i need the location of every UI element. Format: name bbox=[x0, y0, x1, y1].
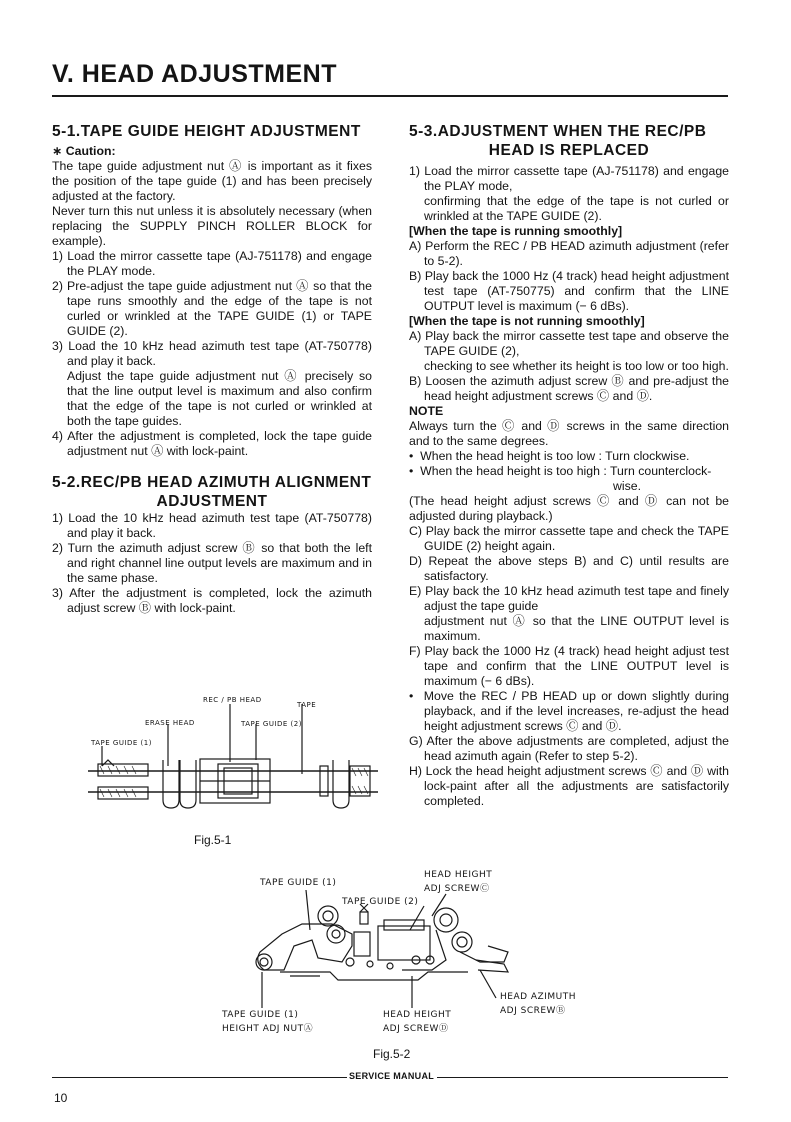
caution-text: The tape guide adjustment nut Ⓐ is important as it fixes the position of the tape guide (1) and has been precisely adjusted at the factory. bbox=[52, 159, 372, 203]
fig2-label-head-height-top-2: ADJ SCREWⒸ bbox=[424, 884, 490, 894]
fig2-label-azimuth-1: HEAD AZIMUTH bbox=[500, 992, 576, 1002]
s52-step-1: 1) Load the 10 kHz head azimuth test tape (AT-750778) and play it back. bbox=[52, 511, 372, 540]
fig-5-1-caption: Fig.5-1 bbox=[194, 833, 232, 847]
fig-5-1-diagram bbox=[88, 704, 378, 814]
page-title: V. HEAD ADJUSTMENT bbox=[52, 60, 337, 88]
not-smooth-step-f: F) Play back the 1000 Hz (4 track) head height adjust test tape and confirm that the LINE OUTPUT level is maximum (− 6 dBs). bbox=[409, 644, 729, 688]
s51-step-3: 3) Load the 10 kHz head azimuth test tape (AT-750778) and play it back. bbox=[52, 339, 372, 368]
s53-step-1: 1) Load the mirror cassette tape (AJ-751178) and engage the PLAY mode, bbox=[409, 164, 729, 193]
title-rule bbox=[52, 95, 728, 97]
smooth-step-a: A) Perform the REC / PB HEAD azimuth adjustment (refer to 5-2). bbox=[409, 239, 729, 268]
smooth-step-b: B) Play back the 1000 Hz (4 track) head height adjustment test tape (AT-750775) and confirm that the LINE OUTPUT level is maximum (− 6 dBs). bbox=[409, 269, 729, 313]
not-smooth-step-e-cont: adjustment nut Ⓐ so that the LINE OUTPUT level is maximum. bbox=[424, 614, 729, 643]
not-smooth-step-h: H) Lock the head height adjustment screws Ⓒ and Ⓓ with lock-paint after all the adjustments are satisfactorily completed. bbox=[409, 764, 729, 808]
right-column bbox=[409, 122, 729, 809]
s53-step-1-cont: confirming that the edge of the tape is not curled or wrinkled at the TAPE GUIDE (2). bbox=[424, 194, 729, 223]
s52-step-2: 2) Turn the azimuth adjust screw Ⓑ so that both the left and right channel line output levels are maximum and in the same phase. bbox=[52, 541, 372, 585]
fig2-label-tape-guide-2: TAPE GUIDE (2) bbox=[342, 897, 419, 907]
section-5-2-title: 5-2.REC/PB HEAD AZIMUTH ALIGNMENT bbox=[52, 474, 372, 491]
footer-label: SERVICE MANUAL bbox=[349, 1071, 435, 1081]
not-smooth-step-e: E) Play back the 10 kHz head azimuth test tape and finely adjust the tape guide bbox=[409, 584, 729, 613]
fig2-label-nut-2: HEIGHT ADJ NUTⒶ bbox=[222, 1024, 314, 1034]
not-smooth-step-g: G) After the above adjustments are completed, adjust the head azimuth again (Refer to step 5-2). bbox=[409, 734, 729, 763]
section-5-2-title-2: ADJUSTMENT bbox=[156, 493, 268, 510]
fig2-label-azimuth-2: ADJ SCREWⒷ bbox=[500, 1006, 566, 1016]
footer-rule-left bbox=[52, 1077, 347, 1078]
note-label: NOTE bbox=[409, 404, 444, 418]
fig1-label-tape-guide-2: TAPE GUIDE (2) bbox=[241, 720, 302, 728]
fig2-label-head-height-bot-1: HEAD HEIGHT bbox=[383, 1010, 452, 1020]
fig-5-2-caption: Fig.5-2 bbox=[373, 1047, 411, 1061]
fig1-label-tape: TAPE bbox=[297, 701, 317, 709]
s51-step-2: 2) Pre-adjust the tape guide adjustment nut Ⓐ so that the tape runs smoothly and the edge of the tape is not curled or wrinkled at the TAPE GUIDE (1) or TAPE GUIDE (2). bbox=[52, 279, 372, 338]
bullet-too-high: • When the head height is too high : Turn counterclock- bbox=[409, 464, 712, 478]
caution-label: ∗ Caution: bbox=[52, 144, 116, 158]
s51-step-4: 4) After the adjustment is completed, lock the tape guide adjustment nut Ⓐ with lock-paint. bbox=[52, 429, 372, 458]
s51-step-3-cont: Adjust the tape guide adjustment nut Ⓐ precisely so that the line output level is maximum and also confirm that the edge of the tape is not curled or wrinkled at both the tape guides. bbox=[67, 369, 372, 428]
fig1-label-tape-guide-1: TAPE GUIDE (1) bbox=[91, 739, 152, 747]
never-text: Never turn this nut unless it is absolutely necessary (when replacing the SUPPLY PINCH ROLLER BLOCK for example). bbox=[52, 204, 372, 248]
fig-5-2-diagram bbox=[250, 890, 540, 1010]
note-text: Always turn the Ⓒ and Ⓓ screws in the same direction and to the same degrees. bbox=[409, 419, 729, 448]
footer-rule-right bbox=[437, 1077, 728, 1078]
when-not-smooth-heading: [When the tape is not running smoothly] bbox=[409, 314, 645, 328]
not-smooth-step-b: B) Loosen the azimuth adjust screw Ⓑ and pre-adjust the head height adjustment screws Ⓒ and Ⓓ. bbox=[409, 374, 729, 403]
bullet-move-head: • Move the REC / PB HEAD up or down slightly during playback, and if the level increases, re-adjust the head height adjustment screws Ⓒ and Ⓓ. bbox=[409, 689, 730, 733]
page-number: 10 bbox=[54, 1091, 68, 1105]
fig2-label-tape-guide-1: TAPE GUIDE (1) bbox=[260, 878, 337, 888]
section-5-1-title: 5-1.TAPE GUIDE HEIGHT ADJUSTMENT bbox=[52, 123, 361, 140]
not-smooth-step-d: D) Repeat the above steps B) and C) until results are satisfactory. bbox=[409, 554, 729, 583]
not-smooth-step-a: A) Play back the mirror cassette test tape and observe the TAPE GUIDE (2), bbox=[409, 329, 729, 358]
paren-note: (The head height adjust screws Ⓒ and Ⓓ can not be adjusted during playback.) bbox=[409, 494, 729, 523]
bullet-too-high-cont: wise. bbox=[612, 479, 641, 493]
not-smooth-step-a-cont: checking to see whether its height is too low or too high. bbox=[424, 359, 729, 373]
left-column bbox=[52, 122, 372, 616]
fig2-label-head-height-bot-2: ADJ SCREWⒹ bbox=[383, 1024, 449, 1034]
s51-step-1: 1) Load the mirror cassette tape (AJ-751178) and engage the PLAY mode. bbox=[52, 249, 372, 278]
bullet-too-low: • When the head height is too low : Turn clockwise. bbox=[409, 449, 690, 463]
when-smooth-heading: [When the tape is running smoothly] bbox=[409, 224, 623, 238]
fig2-label-head-height-top-1: HEAD HEIGHT bbox=[424, 870, 493, 880]
fig1-label-erase-head: ERASE HEAD bbox=[145, 719, 195, 727]
not-smooth-step-c: C) Play back the mirror cassette tape and check the TAPE GUIDE (2) height again. bbox=[409, 524, 729, 553]
section-5-3-title: 5-3.ADJUSTMENT WHEN THE REC/PB bbox=[409, 123, 707, 140]
s52-step-3: 3) After the adjustment is completed, lock the azimuth adjust screw Ⓑ with lock-paint. bbox=[52, 586, 372, 615]
fig2-label-nut-1: TAPE GUIDE (1) bbox=[222, 1010, 299, 1020]
fig1-label-recpb-head: REC / PB HEAD bbox=[203, 696, 262, 704]
section-5-3-title-2: HEAD IS REPLACED bbox=[488, 142, 650, 159]
